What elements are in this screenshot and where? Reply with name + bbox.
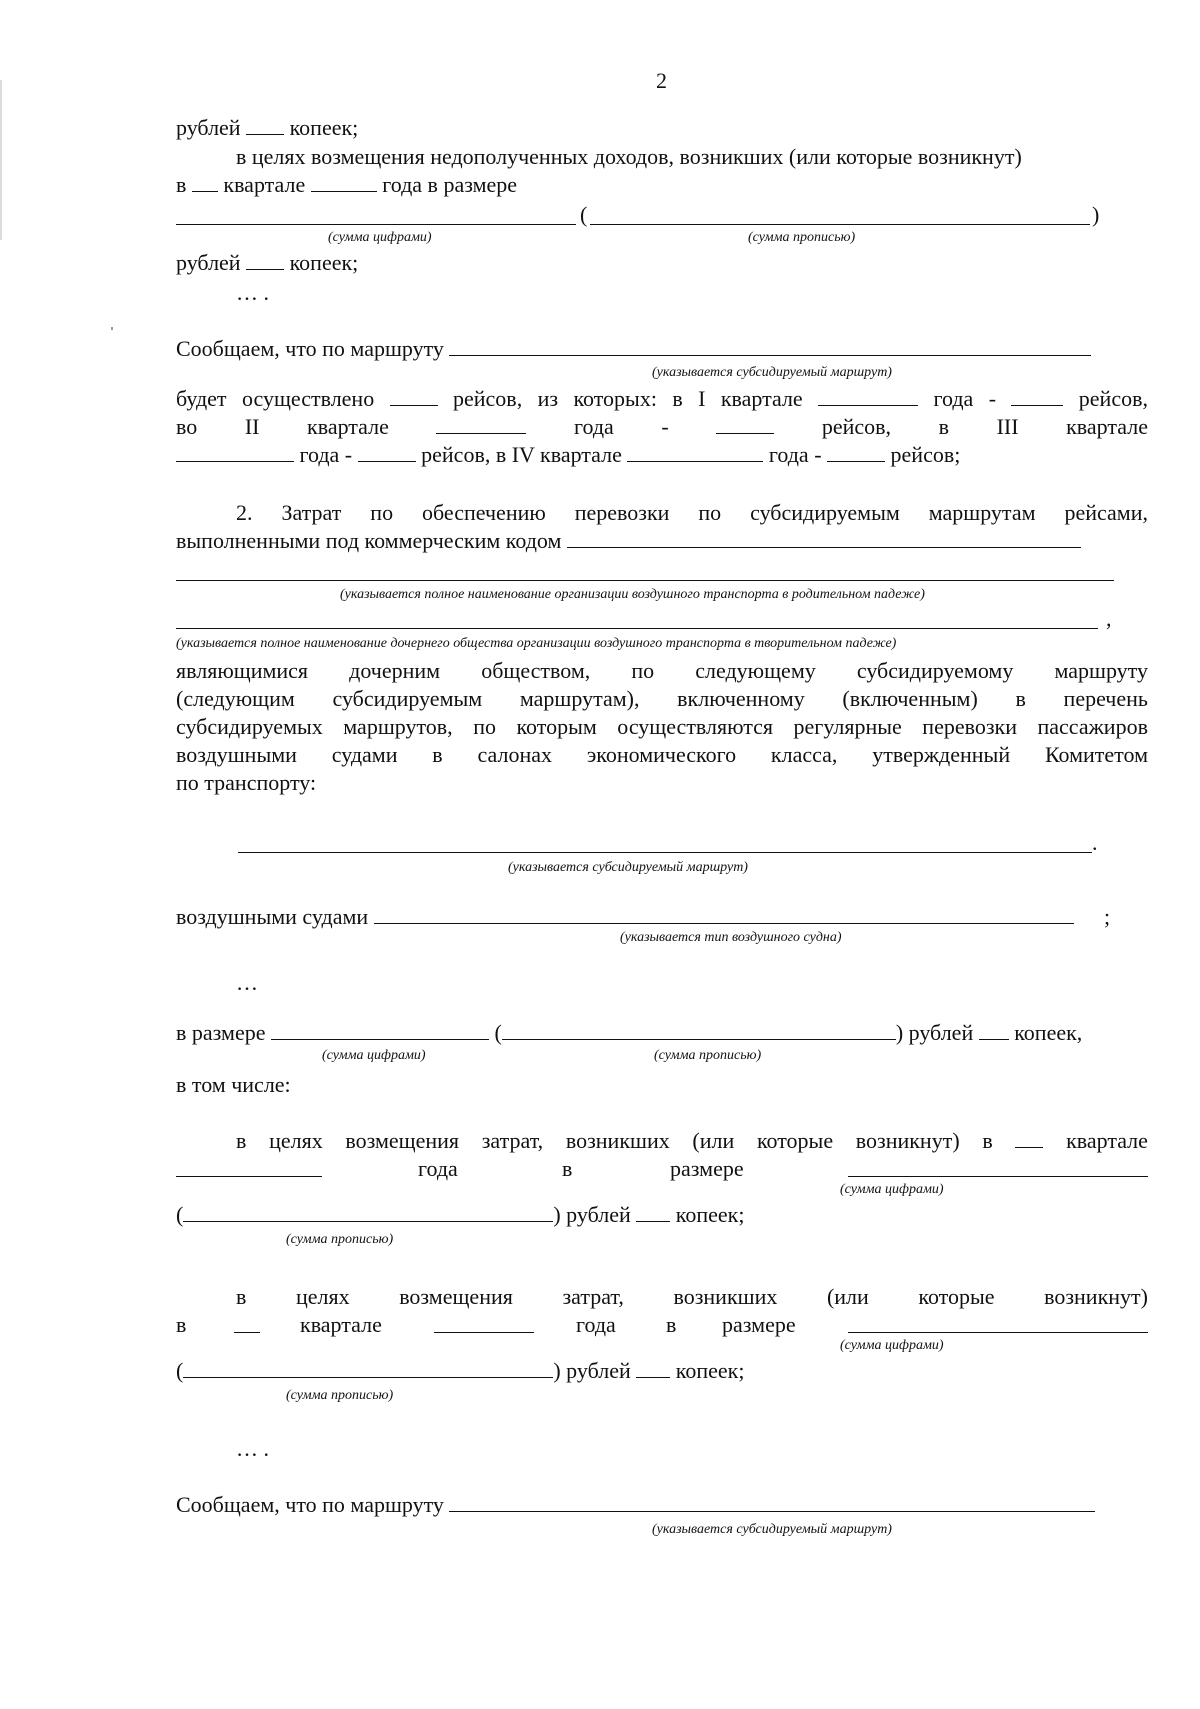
- body-line: (следующим субсидируемым маршрутам), включенному (включенным) в перечень: [176, 686, 1148, 711]
- amount-line: в размере ( ) рублей копеек,: [176, 1020, 1083, 1045]
- route-dot: .: [1092, 830, 1098, 855]
- quarter-item-2-line-1: в целях возмещения затрат, возникших (или которые возникнут): [236, 1284, 1148, 1309]
- sum-digits-line: [848, 1332, 1148, 1333]
- caption-route: (указывается субсидируемый маршрут): [508, 860, 748, 875]
- caption-sum-digits: (сумма цифрами): [328, 230, 432, 245]
- caption-sum-words: (сумма прописью): [286, 1388, 394, 1403]
- text-word: размере: [722, 1312, 796, 1337]
- caption-route: (указывается субсидируемый маршрут): [652, 1522, 892, 1537]
- sum-words-line: ( ) рублей копеек;: [176, 1358, 745, 1383]
- text-line: в целях возмещения недополученных доходов, возникших (или которые возникнут): [236, 144, 1022, 169]
- sum-digits-line: [176, 224, 576, 225]
- child-org-line: [176, 628, 1098, 629]
- body-line: субсидируемых маршрутов, по которым осуществляются регулярные перевозки пассажиров: [176, 714, 1148, 739]
- caption-sum-words: (сумма прописью): [286, 1232, 394, 1247]
- paren-close: ): [1092, 202, 1100, 227]
- report-route-line: Сообщаем, что по маршруту: [176, 1492, 1095, 1518]
- sum-words-line: ( ) рублей копеек;: [176, 1202, 745, 1227]
- text-line: в квартале года в размере: [176, 172, 518, 197]
- route-line: [238, 852, 1092, 853]
- flights-line-3: года - рейсов, в IV квартале года - рейсов;: [176, 442, 960, 468]
- caption-sum-words: (сумма прописью): [654, 1048, 762, 1063]
- clause-2-line-1: 2. Затрат по обеспечению перевозки по субсидируемым маршрутам рейсами,: [236, 500, 1148, 525]
- quarter-blank: [176, 1176, 322, 1177]
- parent-org-line: [176, 580, 1114, 581]
- text-word: размере: [670, 1156, 744, 1181]
- caption-sum-words: (сумма прописью): [748, 230, 856, 245]
- flights-line-2: во II квартале года - рейсов, в III квартале: [176, 414, 1148, 439]
- text-word: в: [666, 1312, 677, 1337]
- ellipsis: … .: [236, 280, 269, 305]
- caption-route: (указывается субсидируемый маршрут): [652, 365, 892, 380]
- text-word: в: [176, 1312, 187, 1337]
- text-word: квартале: [300, 1312, 382, 1337]
- text-line: рублей копеек;: [176, 250, 359, 275]
- caption-parent-org: (указывается полное наименование организации воздушного транспорта в родительном падеже): [340, 587, 925, 602]
- sum-words-line: [590, 224, 1090, 225]
- scan-edge-mark: [111, 327, 113, 330]
- report-route-line: Сообщаем, что по маршруту: [176, 336, 1091, 362]
- semicolon: ;: [1104, 904, 1111, 929]
- year-blank: [434, 1332, 534, 1333]
- text-word: в: [562, 1156, 573, 1181]
- caption-sum-digits: (сумма цифрами): [840, 1182, 944, 1197]
- quarter-item-1-line-1: в целях возмещения затрат, возникших (или которые возникнут) в квартале: [236, 1128, 1148, 1153]
- sum-digits-line: [848, 1176, 1148, 1177]
- caption-child-org: (указывается полное наименование дочернего общества организации воздушного транспорта в творительном падеже): [176, 636, 897, 651]
- caption-sum-digits: (сумма цифрами): [840, 1338, 944, 1353]
- including-label: в том числе:: [176, 1072, 291, 1097]
- body-line: по транспорту:: [176, 770, 317, 795]
- page-number: 2: [656, 68, 667, 93]
- comma: ,: [1106, 606, 1112, 631]
- flights-line-1: будет осуществлено рейсов, из которых: в I квартале года - рейсов,: [176, 386, 1148, 411]
- scan-edge-mark: [0, 80, 2, 240]
- ellipsis: …: [236, 970, 258, 995]
- body-line: воздушными судами в салонах экономического класса, утвержденный Комитетом: [176, 742, 1148, 767]
- ellipsis: … .: [236, 1436, 269, 1461]
- caption-sum-digits: (сумма цифрами): [322, 1048, 426, 1063]
- commercial-code-line: выполненными под коммерческим кодом: [176, 528, 1081, 554]
- aircraft-line: воздушными судами: [176, 904, 1074, 930]
- paren-open: (: [580, 202, 588, 227]
- justified-line: [236, 144, 1148, 170]
- quarter-blank: [234, 1332, 260, 1333]
- text-word: года: [418, 1156, 458, 1181]
- text-word: года: [576, 1312, 616, 1337]
- text-line: рублей копеек;: [176, 115, 359, 140]
- body-line: являющимися дочерним обществом, по следующему субсидируемому маршруту: [176, 658, 1148, 683]
- caption-aircraft: (указывается тип воздушного судна): [620, 930, 842, 945]
